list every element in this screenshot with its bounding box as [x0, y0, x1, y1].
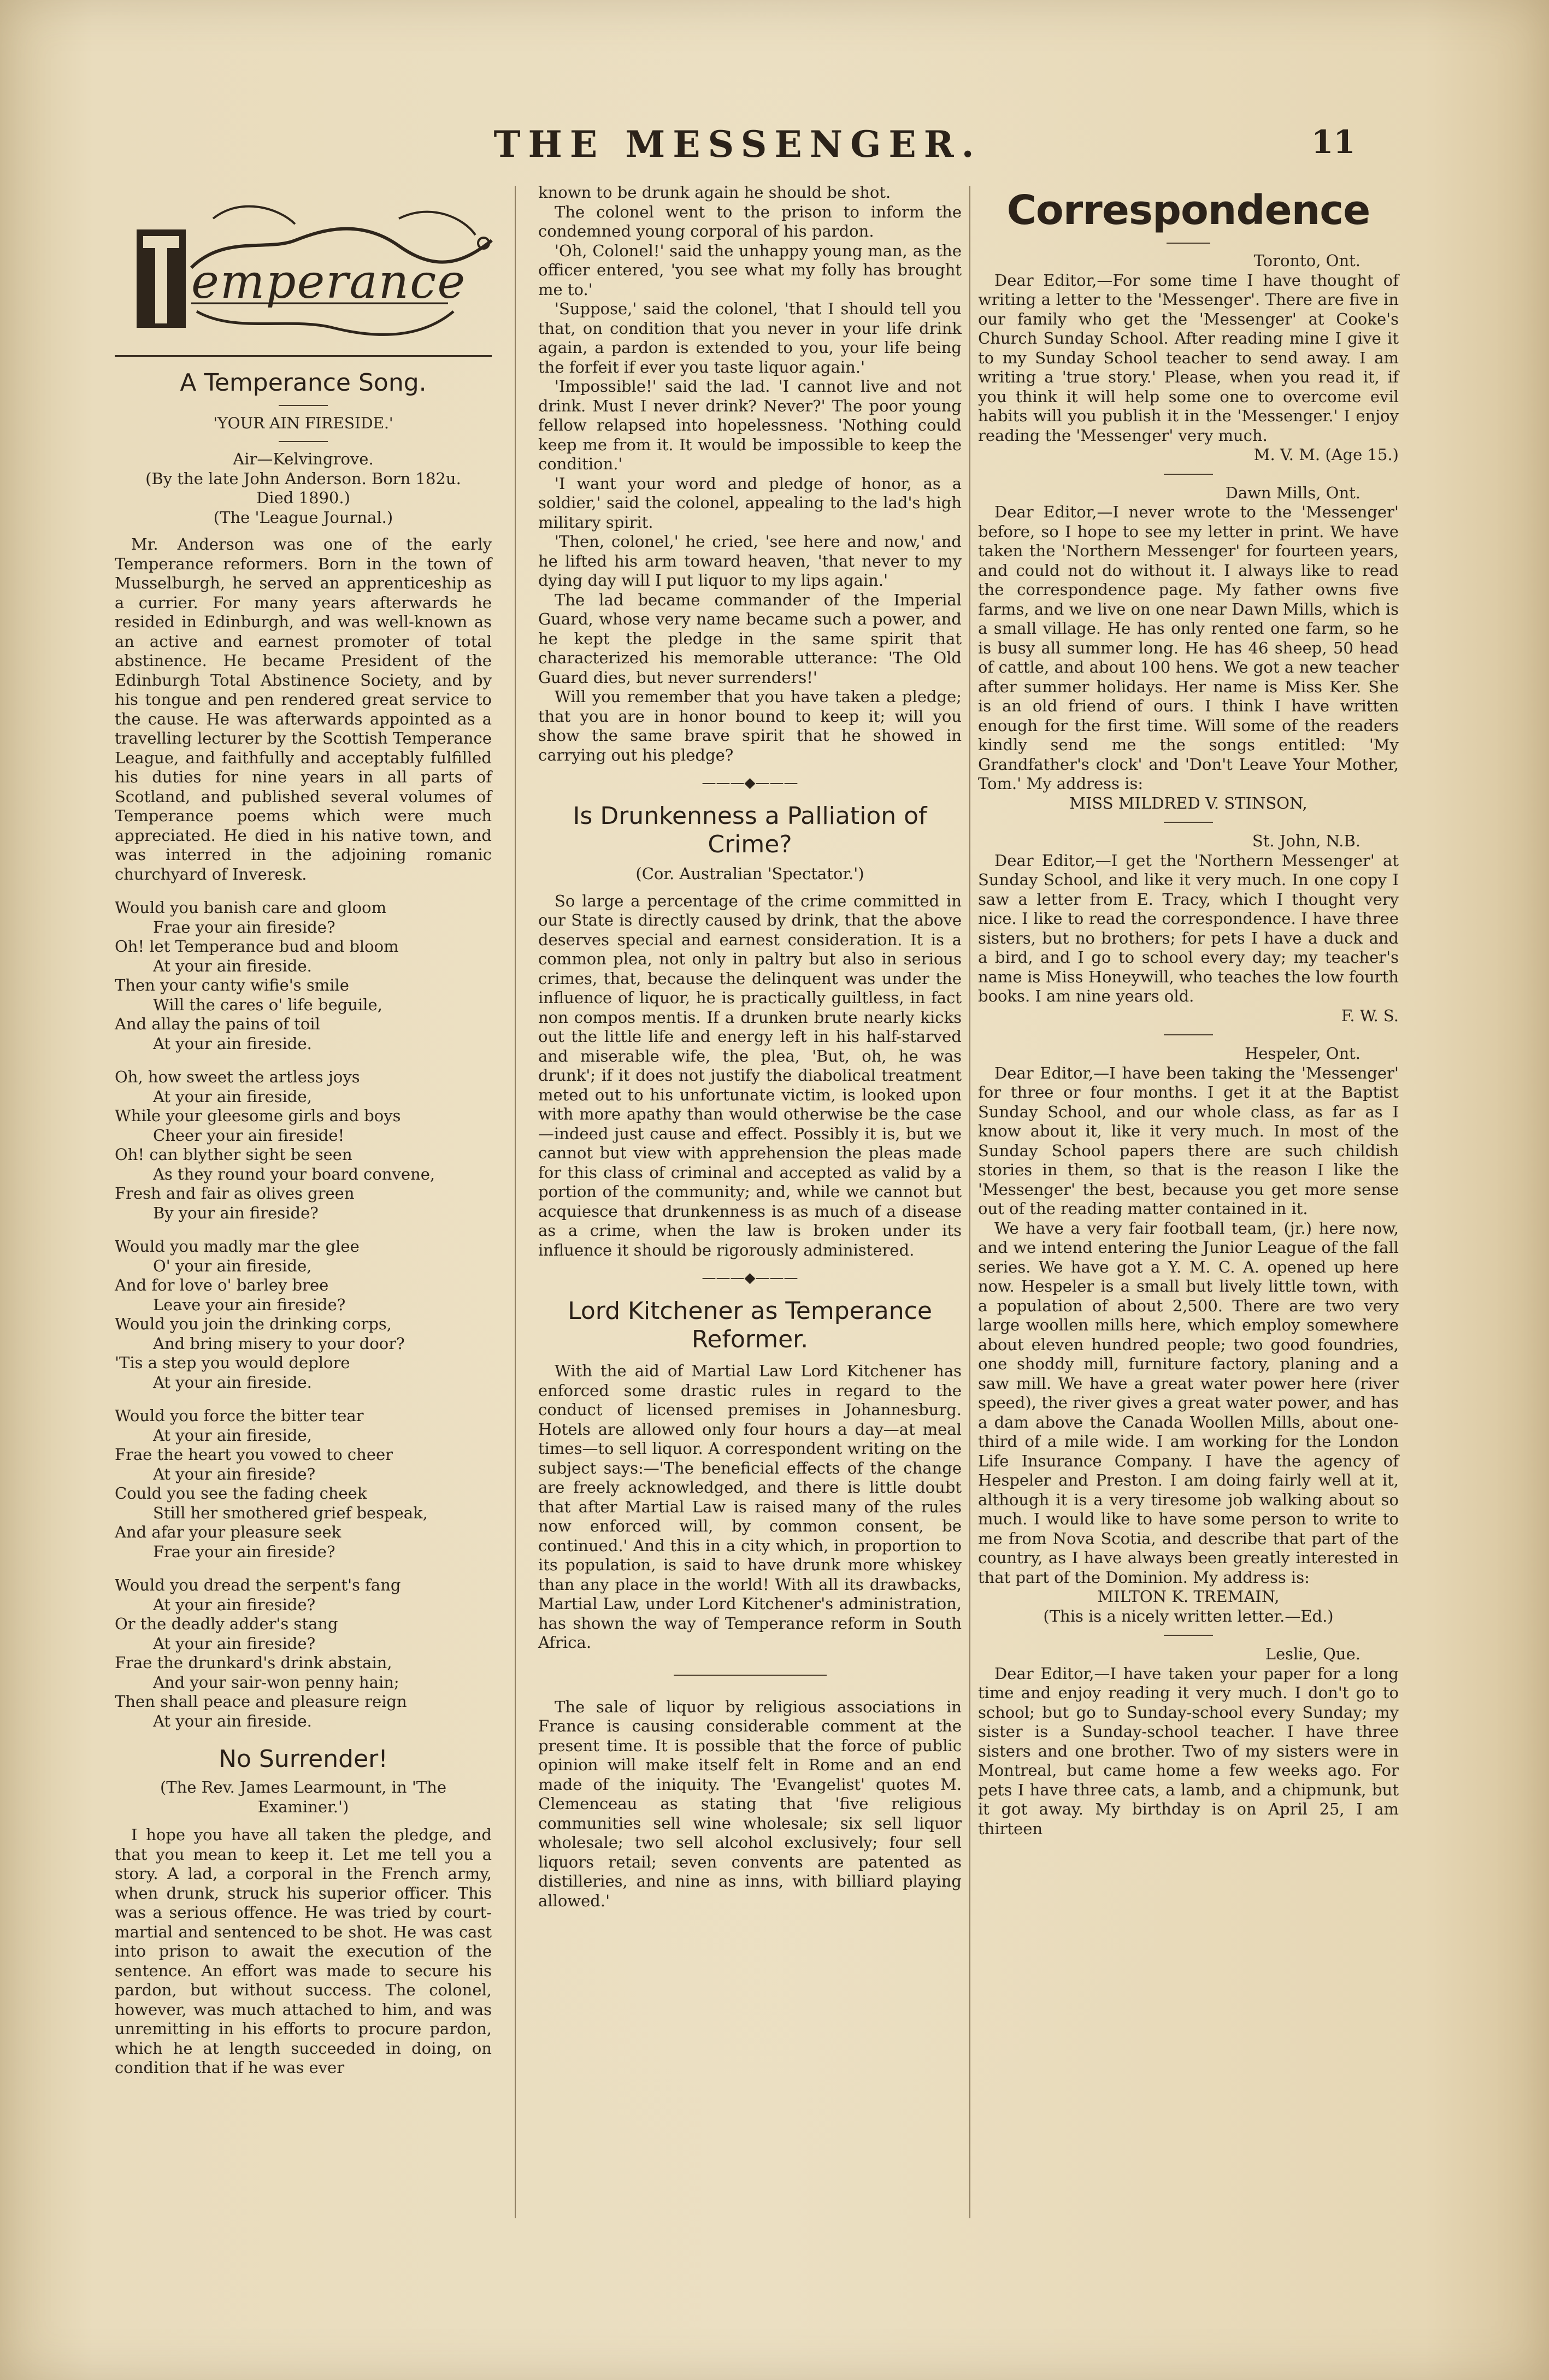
poem-stanza [115, 1068, 492, 1223]
story-paragraph: 'Suppose,' said the colonel, 'that I should tell you that, on condition that you never in your life drink again, a pardon is extended to you, your life being the forfeit if ever you taste liquor again.' [538, 299, 962, 376]
poem-line: As they round your board convene, [153, 1164, 435, 1183]
no-surrender-paragraph: I hope you have all taken the pledge, and that you mean to keep it. Let me tell you a story. A lad, a corporal in the French army, when drunk, struck his superior officer. This was a serious offence. He was tried by court-martial and sentenced to be shot. He was cast into prison to await the execution of the sentence. An effort was made to secure his pardon, but without success. The colonel, however, was much attached to him, and was unremitting in his efforts to procure pardon, which he at length succeeded in doing, on condition that if he was ever [115, 1825, 492, 2077]
divider [1167, 243, 1210, 244]
song-heading: A Temperance Song. [180, 369, 427, 397]
poem-line: Oh! can blyther sight be seen [115, 1145, 352, 1164]
kitchener-body: With the aid of Martial Law Lord Kitchener has enforced some drastic rules in regard to the conduct of licensed premises in Johannesburg. Hotels are allowed only four hours a day—at meal times—to sell liquor. A correspondent writing on the subject says:—'The beneficial effects of the change are freely acknowledged, and there is little doubt that after Martial Law is raised many of the rules now enforced will, by common consent, be continued.' And this in a city which, in proportion to its population, is said to have drunk more whiskey than any place in the world! With all its drawbacks, Martial Law, under Lord Kitchener's administration, has shown the way of Temperance reform in South Africa. [538, 1362, 962, 1652]
letter-signature: MISS MILDRED V. STINSON, [1069, 793, 1307, 812]
kitchener-heading: Lord Kitchener as Temperance Reformer. [568, 1297, 932, 1353]
letter-place: St. John, N.B. [1252, 832, 1360, 850]
column-divider [515, 186, 516, 2218]
story-paragraph: known to be drunk again he should be shot. [538, 183, 891, 202]
letter [978, 1044, 1399, 1636]
poem-line: Fresh and fair as olives green [115, 1184, 355, 1203]
divider [1164, 1635, 1213, 1636]
poem-line: At your ain fireside? [153, 1595, 316, 1614]
column-middle [538, 183, 962, 1911]
poem-stanza [115, 898, 492, 1053]
divider [1164, 822, 1213, 823]
column-correspondence [978, 186, 1399, 1839]
poem-line: Would you banish care and gloom [115, 898, 387, 917]
poem-line: At your ain fireside, [153, 1425, 312, 1445]
poem-line: Cheer your ain fireside! [153, 1126, 345, 1145]
letters-list [978, 251, 1399, 1839]
letter-body: Dear Editor,—I have been taking the 'Messenger' for three or four months. I get it at the Baptist Sunday School, and our whole class, as far as I know about it, like it very much. In most of the Sunday School papers there are such childish stories in them, so that is the reason I like the 'Messenger' the best, because you get more sense out of the reading matter contained in it. [978, 1063, 1399, 1218]
poem-line: And your sair-won penny hain; [153, 1672, 399, 1692]
drunkenness-source: (Cor. Australian 'Spectator.') [635, 864, 864, 883]
poem-stanza [115, 1406, 492, 1562]
poem-line: At your ain fireside. [153, 956, 312, 975]
divider [674, 1675, 827, 1676]
story-paragraph: 'Impossible!' said the lad. 'I cannot live and not drink. Must I never drink? Never?' The poor young fellow relapsed into hopelessness. 'Nothing could keep me from it. It would be impossible to keep the condition.' [538, 377, 962, 473]
story-paragraph: The colonel went to the prison to inform the condemned young corporal of his pardon. [538, 202, 962, 240]
poem-line: And afar your pleasure seek [115, 1523, 341, 1541]
editor-note: (This is a nicely written letter.—Ed.) [1043, 1606, 1334, 1625]
story-paragraph: Will you remember that you have taken a pledge; that you are in honor bound to keep it; will you show the same brave spirit that he showed in carrying out his pledge? [538, 687, 962, 764]
divider [1164, 474, 1213, 475]
letter-place: Hespeler, Ont. [1245, 1044, 1360, 1063]
letter-body: Dear Editor,—For some time I have thought of writing a letter to the 'Messenger'. There are five in our family who get the 'Messenger' at Cooke's Church Sunday School. After reading mine I give it to my Sunday School teacher to send away. I am writing a 'true story.' Please, when you read it, if you think it will help some one to overcome evil habits will you publish it in the 'Messenger.' I enjoy reading the 'Messenger' very much. [978, 270, 1399, 445]
divider [279, 441, 328, 442]
ornament-divider: ———◆——— [702, 1270, 798, 1286]
poem [115, 898, 492, 1731]
poem-line: At your ain fireside. [153, 1372, 312, 1392]
poem-line: At your ain fireside? [153, 1464, 316, 1483]
letter-place: Toronto, Ont. [1253, 251, 1360, 270]
poem-line: At your ain fireside. [153, 1711, 312, 1730]
poem-line: At your ain fireside, [153, 1087, 312, 1106]
poem-stanza [115, 1576, 492, 1731]
poem-line: And for love o' barley bree [115, 1276, 329, 1294]
letter [978, 484, 1399, 823]
ornament-divider: ———◆——— [702, 775, 798, 791]
letter-body: Dear Editor,—I never wrote to the 'Messenger' before, so I hope to see my letter in print. We have taken the 'Northern Messenger' for fourteen years, and could not do without it. I always like to read the correspondence page. My father owns five farms, and we live on one near Dawn Mills, which is a small village. He has only rented one farm, so he is busy all summer long. He has 46 sheep, 50 head of cattle, and about 100 hens. We got a new teacher after summer holidays. Her name is Miss Ker. She is an old friend of ours. I think I have written enough for the first time. Will some of the readers kindly send me the songs entitled: 'My Grandfather's clock' and 'Don't Leave Your Mother, Tom.' My address is: [978, 503, 1399, 793]
drunkenness-heading: Is Drunkenness a Palliation of Crime? [573, 802, 927, 858]
poem-line: At your ain fireside? [153, 1634, 316, 1653]
poem-line: By your ain fireside? [153, 1203, 319, 1222]
poem-line: Or the deadly adder's stang [115, 1615, 338, 1633]
story-paragraph: 'I want your word and pledge of honor, as a soldier,' said the colonel, appealing to the lad's high military spirit. [538, 474, 962, 532]
poem-line: Frae the drunkard's drink abstain, [115, 1653, 392, 1672]
poem-line: Would you join the drinking corps, [115, 1315, 392, 1333]
letter-signature: F. W. S. [1341, 1006, 1399, 1025]
poem-line: Frae your ain fireside? [153, 1542, 335, 1561]
song-air: Air—Kelvingrove. [233, 450, 374, 468]
letter-body: Dear Editor,—I have taken your paper for a long time and enjoy reading it very much. I don't go to school; but go to Sunday-school every Sunday; my sister is a Sunday-school teacher. I have three sisters and one brother. Two of my sisters were in Montreal, but came home a few weeks ago. For pets I have three cats, a lamb, and a chipmunk, but it got away. My birthday is on April 25, I am thirteen [978, 1664, 1399, 1838]
poem-line: Frae your ain fireside? [153, 917, 335, 936]
correspondence-title: Correspondence [1006, 187, 1370, 234]
letter [978, 251, 1399, 475]
poem-line: And bring misery to your door? [153, 1334, 405, 1353]
temperance-ornamental-logo [115, 186, 497, 350]
poem-line: While your gleesome girls and boys [115, 1106, 401, 1125]
svg-text:emperance: emperance [191, 255, 467, 309]
column-temperance [115, 186, 492, 2078]
poem-line: At your ain fireside. [153, 1034, 312, 1053]
poem-line: Would you force the bitter tear [115, 1406, 364, 1425]
letter-signature: M. V. M. (Age 15.) [1253, 445, 1399, 464]
story-paragraph: 'Then, colonel,' he cried, 'see here and now,' and he lifted his arm toward heaven, 'that never to my dying day will I put liquor to my lips again.' [538, 532, 962, 590]
poem-line: Will the cares o' life beguile, [153, 995, 382, 1014]
poem-line: Would you madly mar the glee [115, 1237, 360, 1256]
letter-body: Dear Editor,—I get the 'Northern Messenger' at Sunday School, and like it very much. In one copy I saw a letter from E. Tracy, which I thought very nice. I like to read the correspondence. I have three sisters, but no brothers; for pets I have a duck and a bird, and I go to school every day; my teacher's name is Miss Honeywill, who teaches the low fourth books. I am nine years old. [978, 851, 1399, 1005]
column-divider [969, 186, 970, 2218]
poem-line: Oh, how sweet the artless joys [115, 1068, 360, 1086]
france-body: The sale of liquor by religious associations in France is causing considerable comment at the present time. It is possible that the force of public opinion will make itself felt in Rome and an end made of the iniquity. The 'Evangelist' quotes M. Clemenceau as stating that 'five religious communities sell wine wholesale; six sell liquor wholesale; two sell alcohol exclusively; four sell liquors retail; seven convents are patented as distilleries, and nine as inns, with billiard playing allowed.' [538, 1697, 962, 1910]
letter-body: We have a very fair football team, (jr.) here now, and we intend entering the Junior League of the fall series. We have got a Y. M. C. A. opened up here now. Hespeler is a small but lively little town, with a population of about 2,500. There are two very large woollen mills here, which employ somewhere about eleven hundred people; two good foundries, one shoddy mill, furniture factory, planing and a saw mill. We have a great water power here (river speed), the river gives a great water power, and has a dam above the Canada Woollen Mills, about one-third of a mile wide. I am working for the London Life Insurance Company. I have the agency of Hespeler and Preston. I am doing fairly well at it, although it is a very tiresome job walking about so much. I would like to have some person to write to me from Nova Scotia, and describe that part of the country, as I have always been greatly interested in that part of the Dominion. My address is: [978, 1218, 1399, 1587]
letter [978, 1645, 1399, 1839]
drunkenness-body: So large a percentage of the crime committed in our State is directly caused by drink, that the above deserves special and earnest consideration. It is a common plea, not only in paltry but also in serious crimes, that, because the delinquent was under the influence of liquor, he is practically guiltless, in fact non compos mentis. If a drunken brute nearly kicks out the little life and energy left in his half-starved and miserable wife, the plea, 'But, oh, he was drunk'; if it does not justify the diabolical treatment meted out to his unfortunate victim, is looked upon with more apathy than would otherwise be the case—indeed just cause and effect. Possibly it is, but we cannot but view with apprehension the pleas made for this class of criminal and accepted as valid by a portion of the community; and, while we cannot but acquiesce that drunkenness is as much of a disease as a crime, when the law is broken under its influence it should be rigorously administered. [538, 891, 962, 1259]
poem-line: O' your ain fireside, [153, 1256, 312, 1275]
song-byline: (By the late John Anderson. Born 182u. Died 1890.) [145, 469, 461, 507]
song-intro: Mr. Anderson was one of the early Temperance reformers. Born in the town of Musselburgh, he served an apprenticeship as a currier. For many years afterwards he resided in Edinburgh, and was well-known as an active and earnest promoter of total abstinence. He became President of the Edinburgh Total Abstinence Society, and by his tongue and pen rendered great service to the cause. He was afterwards appointed as a travelling lecturer by the Scottish Temperance League, and faithfully and acceptably fulfilled his duties for nine years in all parts of Scotland, and published several volumes of Temperance poems which were much appreciated. He died in his native town, and was interred in the adjoining romanic churchyard of Inveresk. [115, 535, 492, 883]
poem-line: Would you dread the serpent's fang [115, 1576, 401, 1594]
letter [978, 832, 1399, 1035]
no-surrender-heading: No Surrender! [219, 1745, 388, 1773]
poem-line: Oh! let Temperance bud and bloom [115, 937, 399, 956]
masthead-title: THE MESSENGER. [493, 123, 982, 166]
no-surrender-source: (The Rev. James Learmount, in 'The Examiner.') [160, 1778, 447, 1816]
poem-line: And allay the pains of toil [115, 1015, 320, 1033]
poem-line: Frae the heart you vowed to cheer [115, 1445, 393, 1464]
song-title: 'YOUR AIN FIRESIDE.' [213, 414, 393, 432]
poem-line: 'Tis a step you would deplore [115, 1353, 350, 1372]
story-paragraph: 'Oh, Colonel!' said the unhappy young man, as the officer entered, 'you see what my folly has brought me to.' [538, 241, 962, 299]
letter-signature: MILTON K. TREMAIN, [1097, 1587, 1280, 1606]
divider [1164, 1034, 1213, 1035]
page-number: 11 [1311, 123, 1356, 161]
letter-place: Dawn Mills, Ont. [1225, 483, 1360, 502]
story-paragraph: The lad became commander of the Imperial Guard, whose very name became such a power, and he kept the pledge in the same spirit that characterized his memorable utterance: 'The Old Guard dies, but never surrenders!' [538, 590, 962, 687]
poem-line: Could you see the fading cheek [115, 1484, 367, 1503]
divider [279, 405, 328, 406]
poem-line: Then shall peace and pleasure reign [115, 1692, 407, 1711]
letter-place: Leslie, Que. [1265, 1645, 1360, 1663]
poem-line: Then your canty wifie's smile [115, 976, 349, 994]
poem-stanza [115, 1237, 492, 1392]
poem-line: Still her smothered grief bespeak, [153, 1503, 428, 1522]
section-rule [115, 355, 492, 357]
song-source: (The 'League Journal.) [213, 508, 393, 527]
poem-line: Leave your ain fireside? [153, 1295, 346, 1314]
no-surrender-continuation [538, 183, 962, 765]
